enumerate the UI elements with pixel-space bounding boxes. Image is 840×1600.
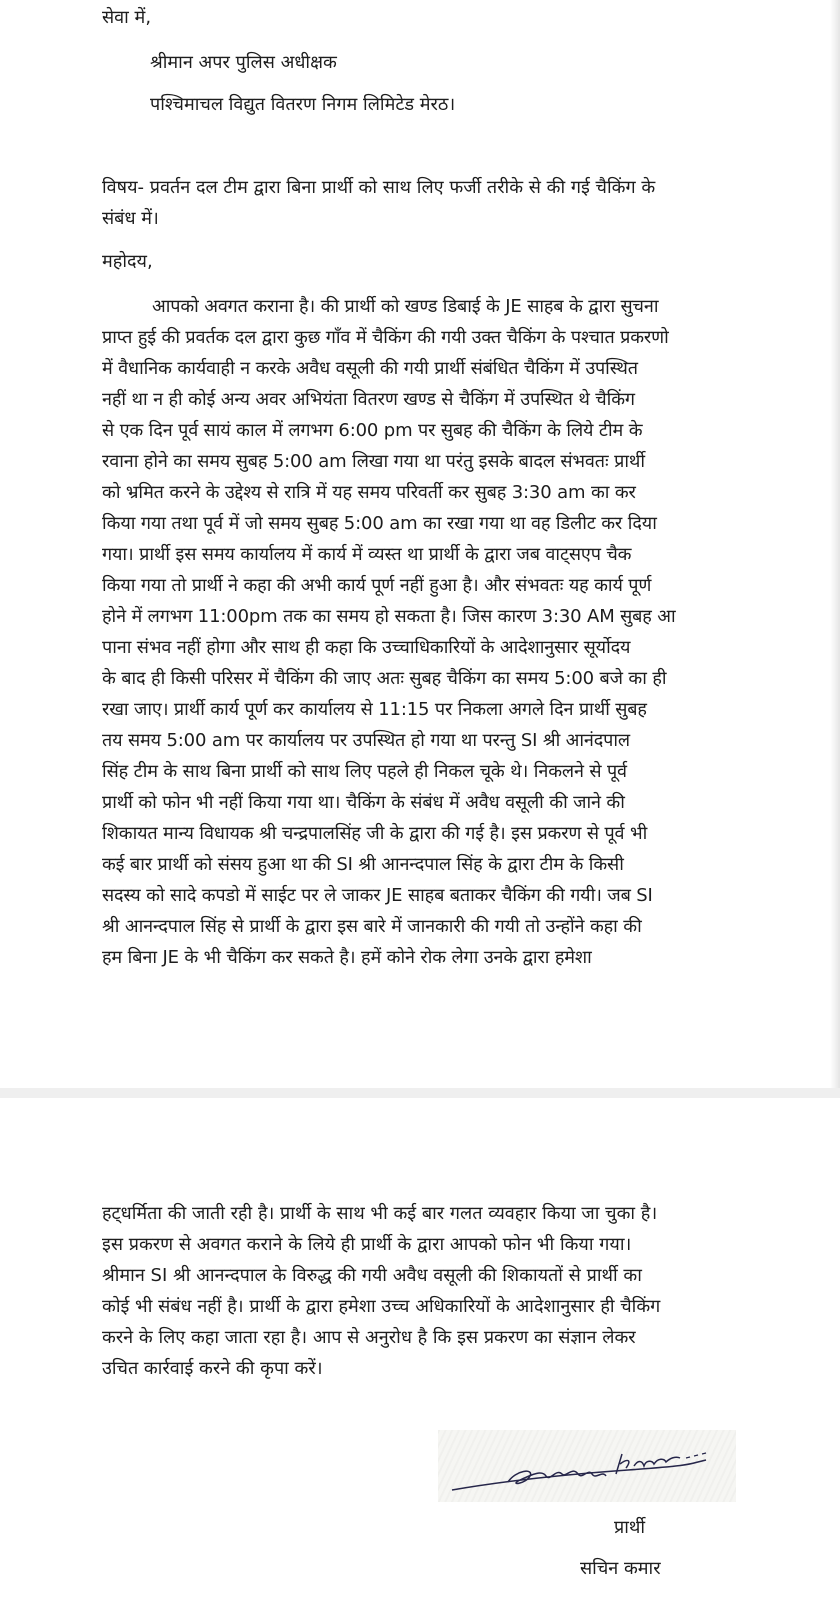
body-line: प्रार्थी को फोन भी नहीं किया गया था। चैकिंग के संबंध में अवैध वसूली की जाने की — [102, 792, 625, 813]
body-line: प्राप्त हुई की प्रवर्तक दल द्वारा कुछ गाँव में चैकिंग की गयी उक्त चैकिंग के पश्चात प्रकरणो — [102, 327, 669, 348]
body-line: किया गया तथा पूर्व में जो समय सुबह 5:00 am का रखा गया था वह डिलीट कर दिया — [102, 513, 657, 534]
body-line: तय समय 5:00 am पर कार्यालय पर उपस्थित हो गया था परन्तु SI श्री आनंदपाल — [102, 730, 630, 751]
applicant-name: सचिन कमार — [580, 1558, 661, 1579]
subject-block — [102, 172, 742, 234]
body-line: श्री आनन्दपाल सिंह से प्रार्थी के द्वारा इस बारे में जानकारी की गयी तो उन्होंने कहा की — [102, 916, 642, 937]
page-edge-shadow — [830, 0, 840, 1090]
signature-image — [438, 1430, 736, 1502]
greeting-block — [102, 246, 742, 277]
body-line: कोई भी संबंध नहीं है। प्रार्थी के द्वारा हमेशा उच्च अधिकारियों के आदेशानुसार ही चैकिंग — [102, 1296, 661, 1317]
body-line: रवाना होने का समय सुबह 5:00 am लिखा गया था परंतु इसके बादल संभवतः प्रार्थी — [102, 451, 645, 472]
body-line: गया। प्रार्थी इस समय कार्यालय में कार्य में व्यस्त था प्रार्थी के द्वारा जब वाट्सएप चैक — [102, 544, 632, 565]
body-line: शिकायत मान्य विधायक श्री चन्द्रपालसिंह जी के द्वारा की गई है। इस प्रकरण से पूर्व भी — [102, 823, 648, 844]
applicant-label: प्रार्थी — [614, 1517, 646, 1538]
subject-line: विषय- प्रवर्तन दल टीम द्वारा बिना प्रार्थी को साथ लिए फर्जी तरीके से की गई चैकिंग के — [102, 177, 656, 198]
subject-line: संबंध में। — [102, 208, 159, 229]
body-line: हट्धर्मिता की जाती रही है। प्रार्थी के साथ भी कई बार गलत व्यवहार किया जा चुका है। — [102, 1203, 658, 1224]
body-line: आपको अवगत कराना है। की प्रार्थी को खण्ड डिबाई के JE साहब के द्वारा सुचना — [152, 296, 659, 317]
salutation: सेवा में, — [102, 7, 152, 28]
addressee-block — [150, 42, 750, 126]
greeting: महोदय, — [102, 251, 153, 272]
page-break-band — [0, 1088, 840, 1098]
body-line: रखा जाए। प्रार्थी कार्य पूर्ण कर कार्यालय से 11:15 पर निकला अगले दिन प्रार्थी सुबह — [102, 699, 647, 720]
body-page1 — [102, 291, 742, 973]
body-line: पाना संभव नहीं होगा और साथ ही कहा कि उच्चाधिकारियों के आदेशानुसार सूर्योदय — [102, 637, 631, 658]
body-line: हम बिना JE के भी चैकिंग कर सकते है। हमें कोने रोक लेगा उनके द्वारा हमेशा — [102, 947, 592, 968]
body-page2 — [102, 1198, 742, 1384]
body-line: नहीं था न ही कोई अन्य अवर अभियंता वितरण खण्ड से चैकिंग में उपस्थित थे चैकिंग — [102, 389, 635, 410]
body-line: उचित कार्रवाई करने की कृपा करें। — [102, 1358, 323, 1379]
body-line: इस प्रकरण से अवगत कराने के लिये ही प्रार्थी के द्वारा आपको फोन भी किया गया। — [102, 1234, 632, 1255]
body-line: सदस्य को सादे कपडो में साईट पर ले जाकर JE साहब बताकर चैकिंग की गयी। जब SI — [102, 885, 653, 906]
addressee-line: पश्चिमाचल विद्युत वितरण निगम लिमिटेड मेरठ। — [150, 94, 456, 115]
addressee-line: श्रीमान अपर पुलिस अधीक्षक — [150, 52, 337, 73]
body-line: से एक दिन पूर्व सायं काल में लगभग 6:00 pm पर सुबह की चैकिंग के लिये टीम के — [102, 420, 643, 441]
body-line: कई बार प्रार्थी को संसय हुआ था की SI श्री आनन्दपाल सिंह के द्वारा टीम के किसी — [102, 854, 624, 875]
body-line: श्रीमान SI श्री आनन्दपाल के विरुद्ध की गयी अवैध वसूली की शिकायतों से प्रार्थी का — [102, 1265, 642, 1286]
body-line: होने में लगभग 11:00pm तक का समय हो सकता है। जिस कारण 3:30 AM सुबह आ — [102, 606, 676, 627]
body-line: को भ्रमित करने के उद्देश्य से रात्रि में यह समय परिवर्ती कर सुबह 3:30 am का कर — [102, 482, 636, 503]
body-line: किया गया तो प्रार्थी ने कहा की अभी कार्य पूर्ण नहीं हुआ है। और संभवतः यह कार्य पूर्ण — [102, 575, 652, 596]
body-line: के बाद ही किसी परिसर में चैकिंग की जाए अतः सुबह चैकिंग का समय 5:00 बजे का ही — [102, 668, 667, 689]
body-line: सिंह टीम के साथ बिना प्रार्थी को साथ लिए पहले ही निकल चूके थे। निकलने से पूर्व — [102, 761, 627, 782]
body-line: में वैधानिक कार्यवाही न करके अवैध वसूली की गयी प्रार्थी संबंधित चैकिंग में उपस्थित — [102, 358, 638, 379]
body-line: करने के लिए कहा जाता रहा है। आप से अनुरोध है कि इस प्रकरण का संज्ञान लेकर — [102, 1327, 636, 1348]
signature-drawing — [438, 1430, 736, 1502]
salutation-block — [102, 2, 742, 33]
